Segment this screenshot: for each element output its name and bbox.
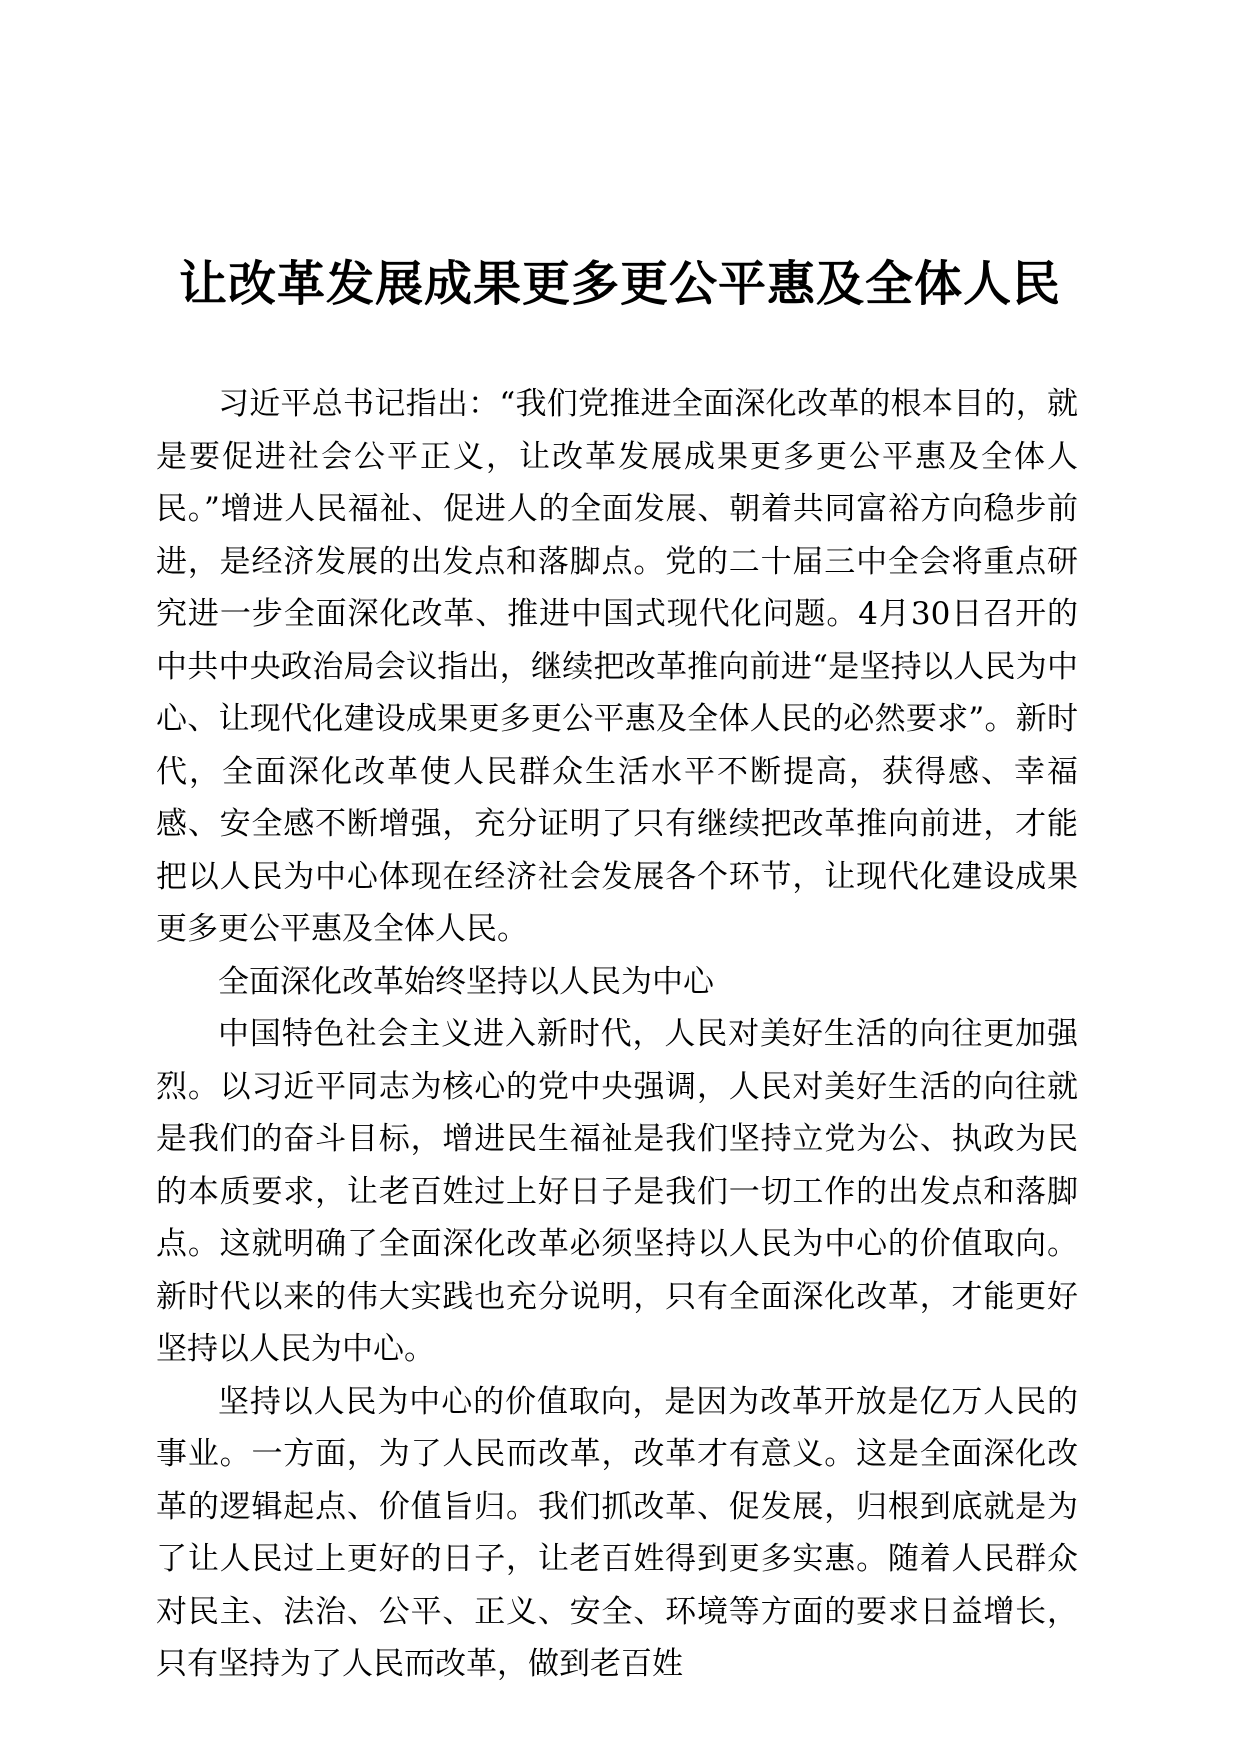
paragraph-3: 坚持以人民为中心的价值取向，是因为改革开放是亿万人民的事业。一方面，为了人民而改革，改革才有意义。这是全面深化改革的逻辑起点、价值旨归。我们抓改革、促发展，归根到底就是为了让人民过上更好的日子，让老百姓得到更多实惠。随着人民群众对民主、法治、公平、正义、安全、环境等方面的要求日益增长，只有坚持为了人民而改革，做到老百姓	[156, 1383, 1078, 1682]
document-title: 让改革发展成果更多更公平惠及全体人民	[178, 256, 1061, 312]
paragraph-1: 习近平总书记指出：“我们党推进全面深化改革的根本目的，就是要促进社会公平正义，让改革发展成果更多更公平惠及全体人民。”增进人民福祉、促进人的全面发展、朝着共同富裕方向稳步前进，是经济发展的出发点和落脚点。党的二十届三中全会将重点研究进一步全面深化改革、推进中国式现代化问题。4月30日召开的中共中央政治局会议指出，继续把改革推向前进“是坚持以人民为中心、让现代化建设成果更多更公平惠及全体人民的必然要求”。新时代，全面深化改革使人民群众生活水平不断提高，获得感、幸福感、安全感不断增强，充分证明了只有继续把改革推向前进，才能把以人民为中心体现在经济社会发展各个环节，让现代化建设成果更多更公平惠及全体人民。	[156, 386, 1078, 947]
document-body	[156, 378, 1078, 1691]
paragraph-2: 中国特色社会主义进入新时代，人民对美好生活的向往更加强烈。以习近平同志为核心的党中央强调，人民对美好生活的向往就是我们的奋斗目标，增进民生福祉是我们坚持立党为公、执政为民的本质要求，让老百姓过上好日子是我们一切工作的出发点和落脚点。这就明确了全面深化改革必须坚持以人民为中心的价值取向。新时代以来的伟大实践也充分说明，只有全面深化改革，才能更好坚持以人民为中心。	[156, 1016, 1078, 1367]
section-heading-1: 全面深化改革始终坚持以人民为中心	[218, 963, 714, 1000]
